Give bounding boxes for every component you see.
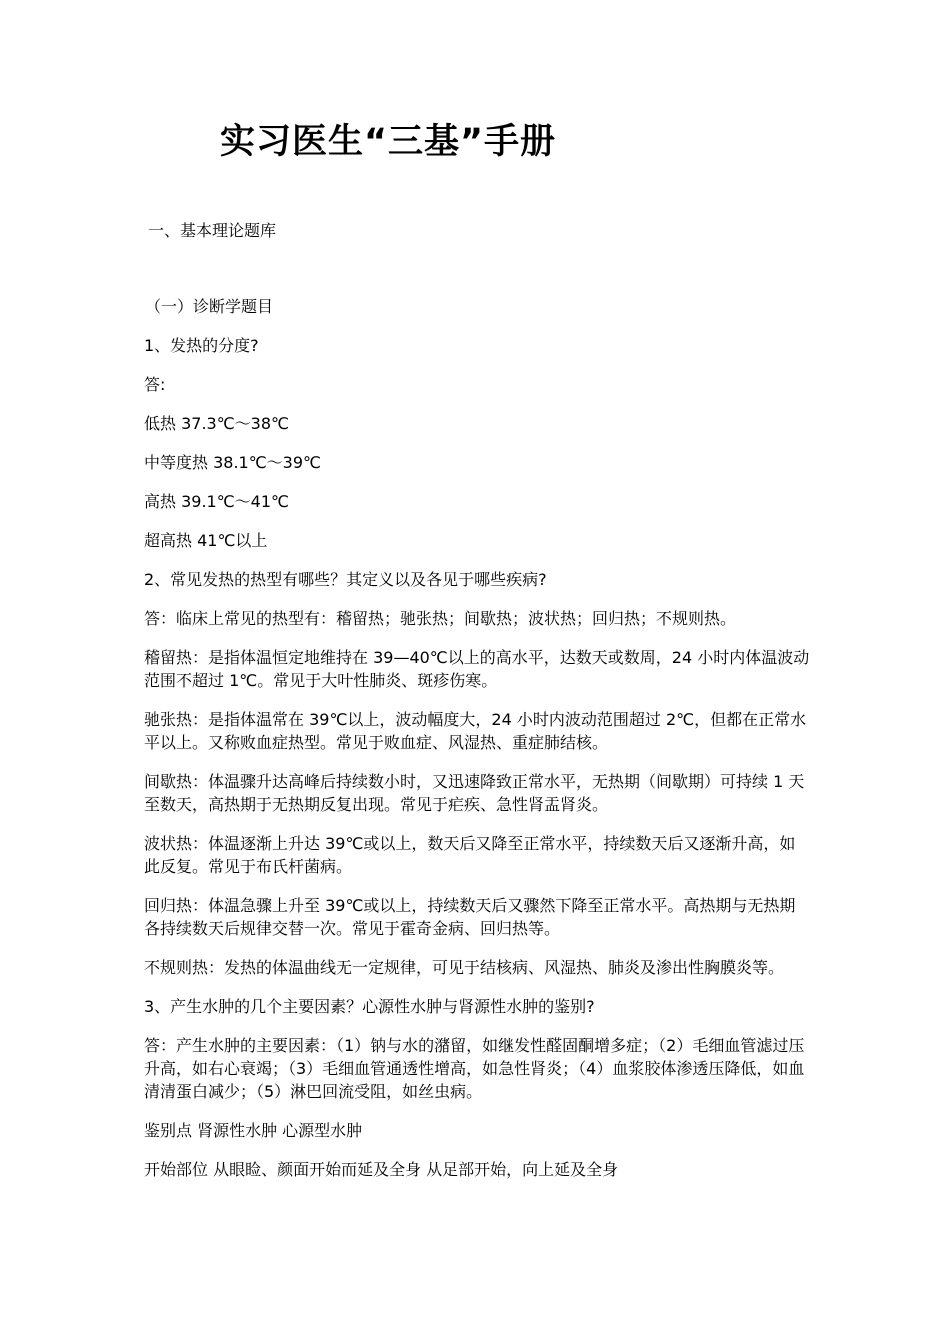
answer-line: 高热 39.1℃～41℃ — [144, 492, 290, 511]
answer-line: 低热 37.3℃～38℃ — [144, 414, 290, 433]
answer-paragraph: 稽留热：是指体温恒定地维持在 39—40℃以上的高水平，达数天或数周，24 小时内体温波动范围不超过 1℃。常见于大叶性肺炎、斑疹伤寒。 — [144, 648, 810, 690]
answer-paragraph: 驰张热：是指体温常在 39℃以上，波动幅度大，24 小时内波动范围超过 2℃，但都在正常水平以上。又称败血症热型。常见于败血症、风湿热、重症肺结核。 — [144, 710, 807, 752]
subsection-heading: （一）诊断学题目 — [145, 297, 274, 316]
document-title: 实习医生“三基”手册 — [220, 122, 557, 162]
document-body — [144, 334, 810, 1197]
question-3: 3、产生水肿的几个主要因素？心源性水肿与肾源性水肿的鉴别? — [144, 997, 595, 1016]
question-1: 1、发热的分度? — [144, 336, 259, 355]
question-2: 2、常见发热的热型有哪些？其定义以及各见于哪些疾病? — [144, 570, 547, 589]
answer-label: 答: — [144, 375, 166, 394]
section-heading: 一、基本理论题库 — [148, 221, 277, 240]
answer-paragraph: 答：产生水肿的主要因素：（1）钠与水的潴留，如继发性醛固酮增多症；（2）毛细血管滤过压升高，如右心衰竭；（3）毛细血管通透性增高，如急性肾炎；（4）血浆胶体渗透压降低，如血清清蛋白减少；（5）淋巴回流受阻，如丝虫病。 — [144, 1036, 805, 1101]
answer-paragraph: 波状热：体温逐渐上升达 39℃或以上，数天后又降至正常水平，持续数天后又逐渐升高，如此反复。常见于布氏杆菌病。 — [144, 834, 796, 876]
comparison-row: 开始部位 从眼睑、颜面开始而延及全身 从足部开始，向上延及全身 — [144, 1160, 619, 1179]
answer-paragraph: 间歇热：体温骤升达高峰后持续数小时，又迅速降致正常水平，无热期（间歇期）可持续 1 天至数天，高热期于无热期反复出现。常见于疟疾、急性肾盂肾炎。 — [144, 772, 805, 814]
answer-line: 中等度热 38.1℃～39℃ — [144, 453, 322, 472]
comparison-header-row: 鉴别点 肾源性水肿 心源型水肿 — [144, 1121, 363, 1140]
answer-paragraph: 答：临床上常见的热型有：稽留热；驰张热；间歇热；波状热；回归热；不规则热。 — [144, 609, 737, 628]
answer-paragraph: 回归热：体温急骤上升至 39℃或以上，持续数天后又骤然下降至正常水平。高热期与无热期各持续数天后规律交替一次。常见于霍奇金病、回归热等。 — [144, 896, 796, 938]
answer-paragraph: 不规则热：发热的体温曲线无一定规律，可见于结核病、风湿热、肺炎及渗出性胸膜炎等。 — [144, 958, 785, 977]
answer-line: 超高热 41℃以上 — [144, 531, 268, 550]
